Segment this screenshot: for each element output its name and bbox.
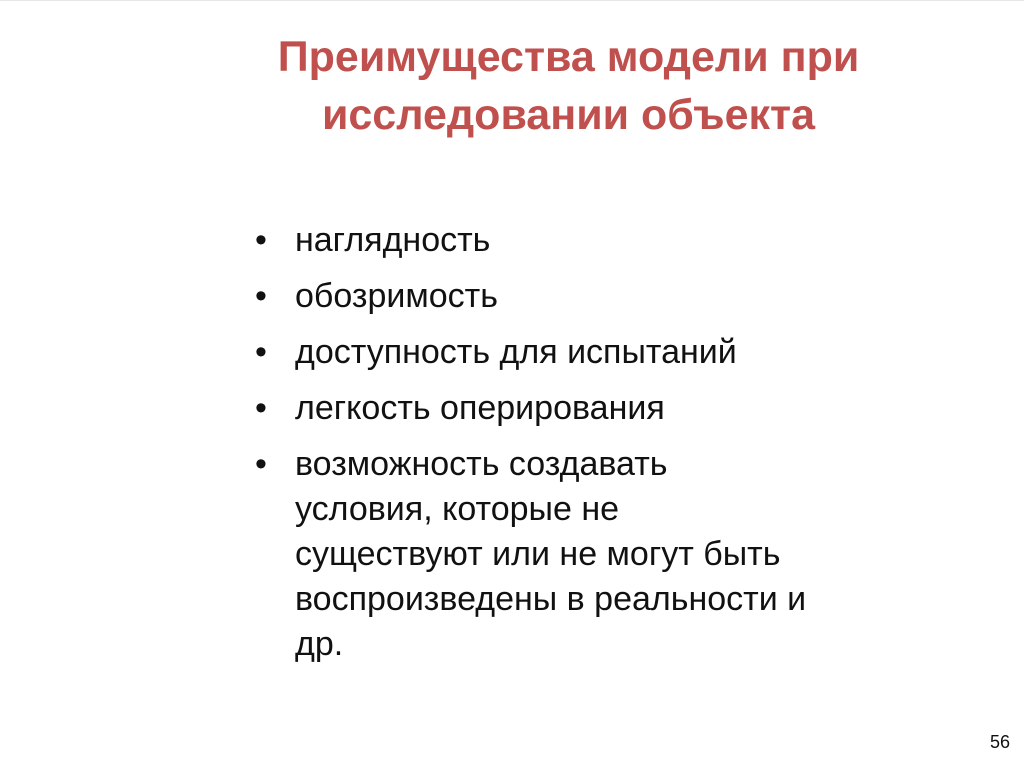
list-item-accessibility (253, 330, 813, 375)
bullet-icon: • (255, 389, 267, 427)
bullet-icon: • (255, 221, 267, 259)
bullet-icon: • (255, 333, 267, 371)
list-item-create-conditions (253, 442, 813, 667)
slide-title-line-1: Преимущества модели при (277, 33, 860, 81)
slide-top-border (0, 0, 1024, 1)
bullet-icon: • (255, 277, 267, 315)
list-item-observability (253, 274, 813, 319)
advantages-list (253, 218, 813, 678)
list-item-ease-of-operation (253, 386, 813, 431)
slide-title-line-2: исследовании объекта (321, 91, 816, 139)
list-item-text: легкость оперирования (295, 389, 665, 427)
slide-title (200, 28, 937, 144)
list-item-text: обозримость (295, 277, 498, 315)
list-item-text: доступность для испытаний (295, 333, 737, 371)
list-item-text: возможность создавать условия, которые не существуют или не могут быть воспроизведены в реальности и др. (295, 445, 807, 663)
list-item-visibility (253, 218, 813, 263)
bullet-icon: • (255, 445, 267, 483)
page-number: 56 (989, 732, 1010, 752)
list-item-text: наглядность (295, 221, 491, 259)
